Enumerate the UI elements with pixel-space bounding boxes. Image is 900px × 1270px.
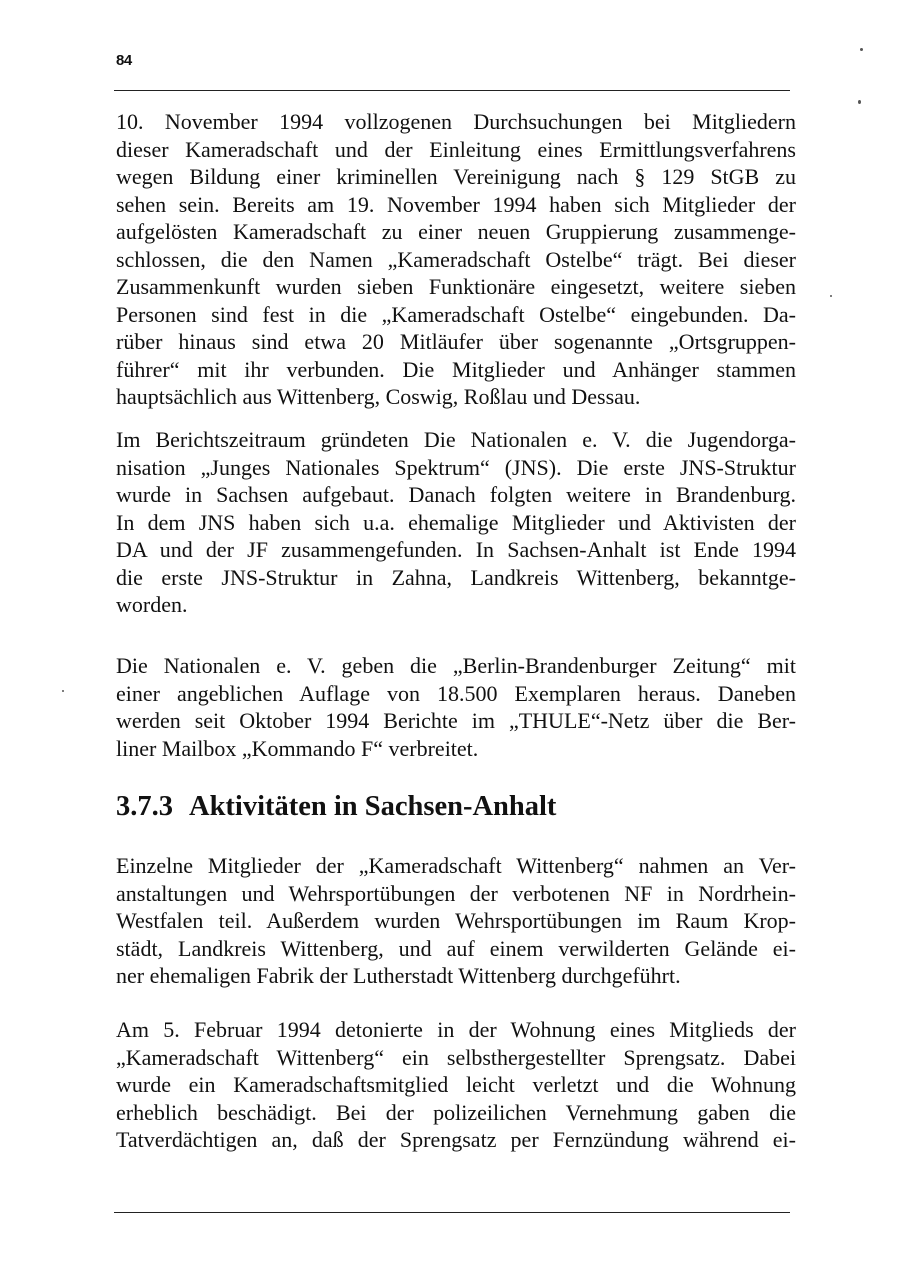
scan-speck xyxy=(62,690,64,692)
text-line: führer“ mit ihr verbunden. Die Mitglieder und Anhänger stammen xyxy=(116,356,796,382)
text-line: Personen sind fest in die „Kameradschaft Ostelbe“ eingebunden. Da- xyxy=(116,301,796,327)
paragraph-2 xyxy=(116,426,796,619)
text-line: Einzelne Mitglieder der „Kameradschaft Wittenberg“ nahmen an Ver- xyxy=(116,853,796,878)
footer-rule xyxy=(114,1212,790,1213)
text-line: Westfalen teil. Außerdem wurden Wehrsportübungen im Raum Krop- xyxy=(116,908,796,933)
text-line: sehen sein. Bereits am 19. November 1994 haben sich Mitglieder der xyxy=(116,191,796,217)
text-line: werden seit Oktober 1994 Berichte im „THULE“-Netz über die Ber- xyxy=(116,708,796,733)
section-number: 3.7.3 xyxy=(116,791,173,822)
paragraph-1 xyxy=(116,108,796,411)
text-line: Tatverdächtigen an, daß der Sprengsatz per Fernzündung während ei- xyxy=(116,1127,796,1152)
text-line: einer angeblichen Auflage von 18.500 Exemplaren heraus. Daneben xyxy=(116,680,796,706)
header-rule xyxy=(114,90,790,91)
text-line: Die Nationalen e. V. geben die „Berlin-Brandenburger Zeitung“ mit xyxy=(116,653,796,678)
text-line: rüber hinaus sind etwa 20 Mitläufer über sogenannte „Ortsgruppen- xyxy=(116,329,796,354)
page-number: 84 xyxy=(116,52,132,69)
text-line: worden. xyxy=(116,592,188,617)
text-line: nisation „Junges Nationales Spektrum“ (JNS). Die erste JNS-Struktur xyxy=(116,454,796,480)
text-line: die erste JNS-Struktur in Zahna, Landkreis Wittenberg, bekanntge- xyxy=(116,564,796,590)
paragraph-5 xyxy=(116,1016,796,1154)
text-line: „Kameradschaft Wittenberg“ ein selbsthergestellter Sprengsatz. Dabei xyxy=(116,1044,796,1070)
text-line: Am 5. Februar 1994 detonierte in der Wohnung eines Mitglieds der xyxy=(116,1017,796,1042)
text-line: Im Berichtszeitraum gründeten Die Nationalen e. V. die Jugendorga- xyxy=(116,427,796,452)
section-heading xyxy=(116,789,556,825)
text-line: wurde in Sachsen aufgebaut. Danach folgten weitere in Brandenburg. xyxy=(116,482,796,507)
text-line: 10. November 1994 vollzogenen Durchsuchungen bei Mitgliedern xyxy=(116,109,796,134)
text-line: städt, Landkreis Wittenberg, und auf einem verwilderten Gelände ei- xyxy=(116,935,796,961)
scan-speck xyxy=(858,100,861,104)
text-line: ner ehemaligen Fabrik der Lutherstadt Wittenberg durchgeführt. xyxy=(116,963,681,988)
text-line: aufgelösten Kameradschaft zu einer neuen Gruppierung zusammenge- xyxy=(116,219,796,244)
text-line: dieser Kameradschaft und der Einleitung eines Ermittlungsverfahrens xyxy=(116,136,796,162)
text-line: anstaltungen und Wehrsportübungen der verbotenen NF in Nordrhein- xyxy=(116,880,796,906)
text-line: Zusammenkunft wurden sieben Funktionäre eingesetzt, weitere sieben xyxy=(116,274,796,299)
scan-speck xyxy=(830,295,832,297)
paragraph-3 xyxy=(116,652,796,762)
text-line: liner Mailbox „Kommando F“ verbreitet. xyxy=(116,735,479,761)
text-line: erheblich beschädigt. Bei der polizeilichen Vernehmung gaben die xyxy=(116,1099,796,1125)
text-line: hauptsächlich aus Wittenberg, Coswig, Roßlau und Dessau. xyxy=(116,384,641,409)
text-line: schlossen, die den Namen „Kameradschaft Ostelbe“ trägt. Bei dieser xyxy=(116,246,796,272)
text-line: wurde ein Kameradschaftsmitglied leicht verletzt und die Wohnung xyxy=(116,1072,796,1097)
scan-speck xyxy=(860,48,863,51)
text-line: DA und der JF zusammengefunden. In Sachsen-Anhalt ist Ende 1994 xyxy=(116,537,796,562)
text-line: In dem JNS haben sich u.a. ehemalige Mitglieder und Aktivisten der xyxy=(116,509,796,535)
section-title: Aktivitäten in Sachsen-Anhalt xyxy=(189,791,557,822)
paragraph-4 xyxy=(116,852,796,990)
text-line: wegen Bildung einer kriminellen Vereinigung nach § 129 StGB zu xyxy=(116,164,796,189)
